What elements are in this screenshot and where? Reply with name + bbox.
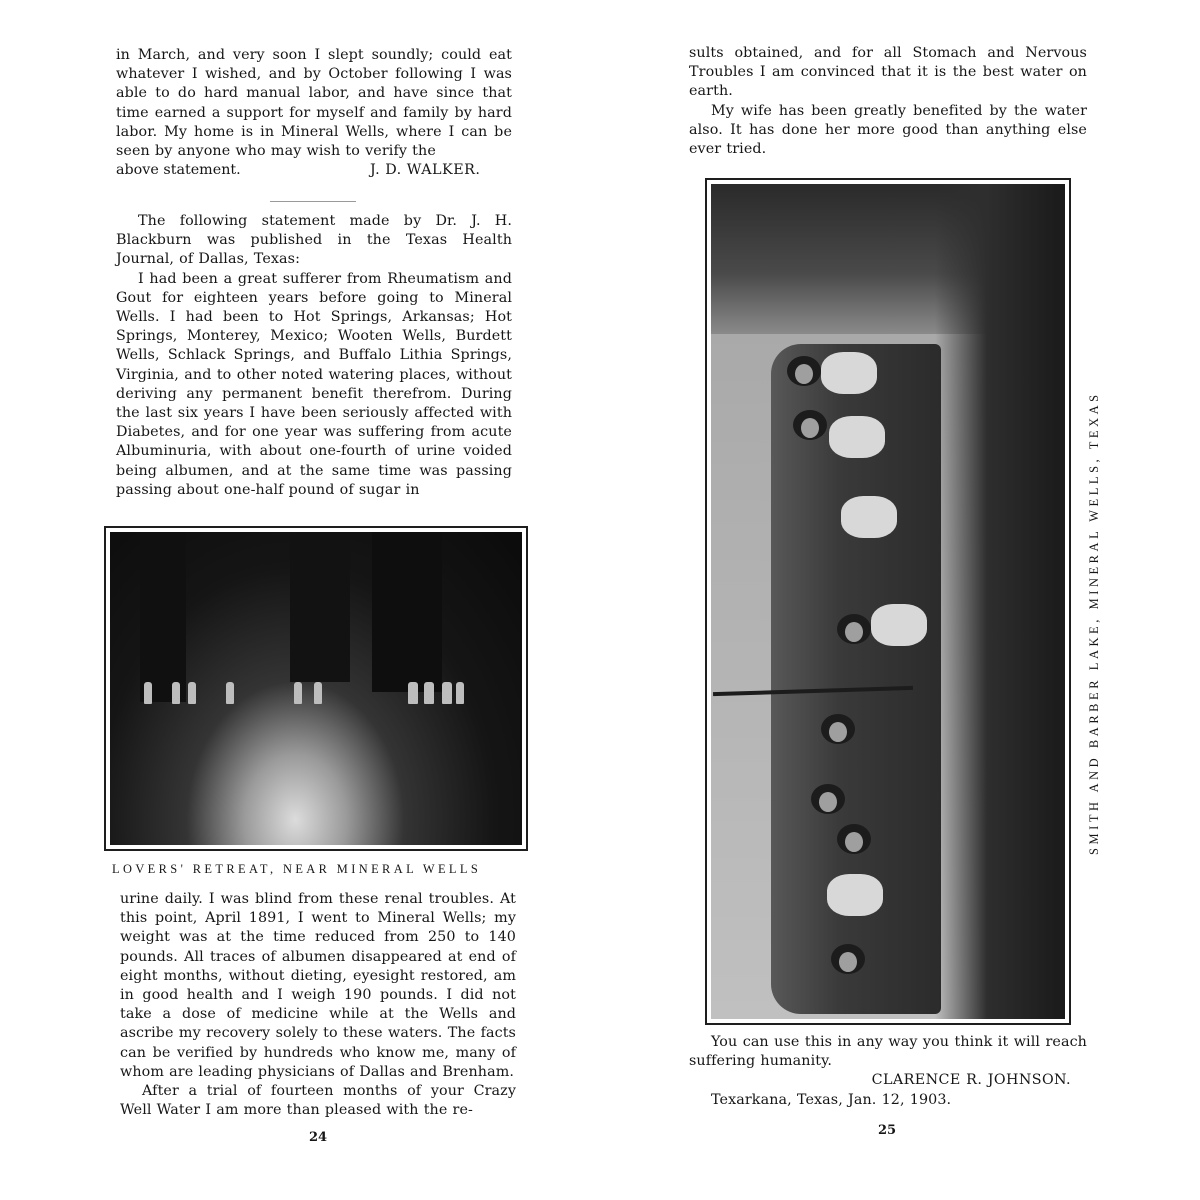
section-divider xyxy=(270,201,356,202)
smith-barber-lake-caption: SMITH AND BARBER LAKE, MINERAL WELLS, TEXAS xyxy=(1087,391,1101,855)
smith-barber-lake-photo xyxy=(705,178,1071,1025)
walker-signature: J. D. WALKER. xyxy=(370,162,481,179)
blackburn-testimonial: I had been a great sufferer from Rheumatism and Gout for eighteen years before going to Mineral Wells. I had been to Hot Springs, Arkansas; Hot Springs, Monterey, Mexico; Wooten Wells, Burdett Wells, Schlack Springs, and Buffalo Lithia Springs, Virginia, and to other noted watering places, without deriving any permanent benefit therefrom. During the last six years I have been seriously affected with Diabetes, and for one year was suffering from acute Albuminuria, with about one-fourth of urine voided being albumen, and at the same time was passing passing about one-half pound of sugar in xyxy=(116,270,512,498)
johnson-letter-closing xyxy=(689,1033,1087,1110)
johnson-closing-paragraph: You can use this in any way you think it will reach suffering humanity. xyxy=(689,1034,1087,1070)
page-number-left: 24 xyxy=(309,1130,328,1145)
johnson-results-paragraph: sults obtained, and for all Stomach and Nervous Troubles I am convinced that it is the best water on earth. xyxy=(689,45,1087,100)
johnson-signature: CLARENCE R. JOHNSON. xyxy=(871,1072,1071,1089)
johnson-wife-paragraph: My wife has been greatly benefited by the water also. It has done her more good than anything else ever tried. xyxy=(689,102,1087,158)
photo-bank xyxy=(935,184,1065,1019)
blackburn-intro: The following statement made by Dr. J. H. Blackburn was published in the Texas Health Journal, of Dallas, Texas: xyxy=(116,213,512,268)
smith-barber-lake-photo-image xyxy=(711,184,1065,1019)
photo-figures xyxy=(138,682,478,708)
lovers-retreat-photo xyxy=(104,526,528,851)
blackburn-statement xyxy=(116,212,512,500)
johnson-letter-start: After a trial of fourteen months of your Crazy Well Water I am more than pleased with the re- xyxy=(120,1083,516,1119)
johnson-place-date: Texarkana, Texas, Jan. 12, 1903. xyxy=(711,1091,952,1108)
lovers-retreat-photo-image xyxy=(110,532,522,845)
walker-testimonial-end xyxy=(116,46,512,180)
lovers-retreat-caption: LOVERS' RETREAT, NEAR MINERAL WELLS xyxy=(112,862,482,876)
johnson-letter-continued xyxy=(689,44,1087,159)
walker-signature-line xyxy=(116,161,512,180)
walker-last-line: above statement. xyxy=(116,162,241,179)
blackburn-continued xyxy=(120,890,516,1120)
walker-paragraph: in March, and very soon I slept soundly; could eat whatever I wished, and by October following I was able to do hard manual labor, and have since that time earned a support for myself and family by hard labor. My home is in Mineral Wells, where I can be seen by anyone who may wish to verify the xyxy=(116,47,512,160)
page-number-right: 25 xyxy=(878,1123,897,1138)
blackburn-continued-text: urine daily. I was blind from these renal troubles. At this point, April 1891, I went to Mineral Wells; my weight was at the time reduced from 250 to 140 pounds. All traces of albumen disappeared at end of eight months, without dieting, eyesight restored, am in good health and I weigh 190 pounds. I did not take a dose of medicine while at the Wells and ascribe my recovery solely to these waters. The facts can be verified by hundreds who know me, many of whom are leading physicians of Dallas and Brenham. xyxy=(120,891,516,1080)
